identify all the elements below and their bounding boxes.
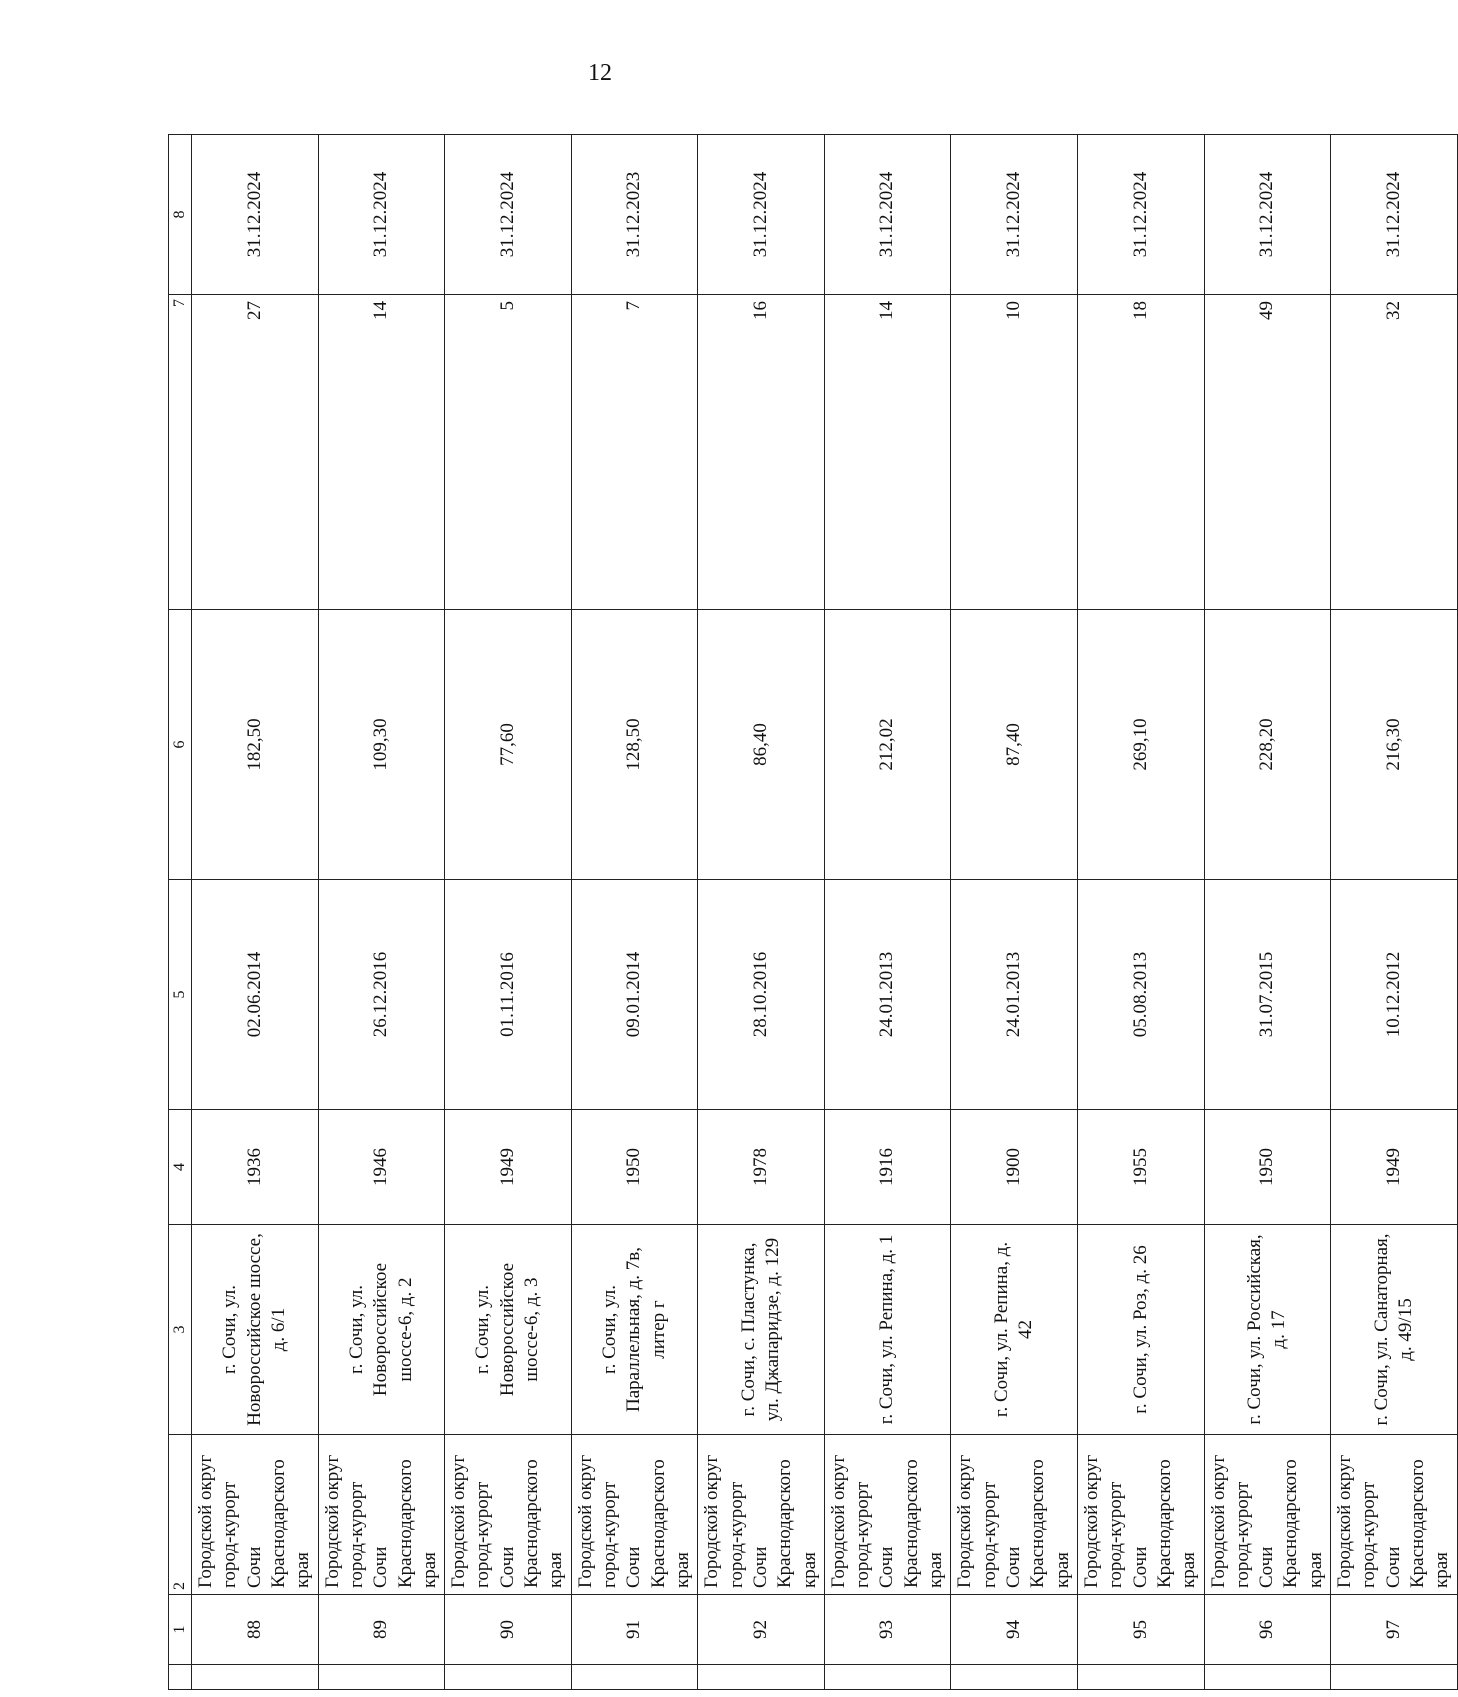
deadline-cell: 31.12.2024: [951, 135, 1078, 295]
area-cell: 109,30: [318, 610, 445, 880]
recognition-date-cell: 02.06.2014: [192, 880, 319, 1110]
construction-year-cell: 1946: [318, 1110, 445, 1225]
row-gutter-cell: [571, 1665, 698, 1690]
column-number: 5: [169, 880, 192, 1110]
column-number: 7: [169, 295, 192, 610]
address-cell: г. Сочи, ул. Новороссийское шоссе-6, д. 2: [318, 1225, 445, 1435]
housing-registry-table: [168, 134, 1458, 1690]
row-number-cell: 92: [698, 1595, 825, 1665]
column-number: 2: [169, 1435, 192, 1595]
residents-cell: 14: [318, 295, 445, 610]
row-number-cell: 97: [1331, 1595, 1458, 1665]
address-cell: г. Сочи, ул. Санаторная, д. 49/15: [1331, 1225, 1458, 1435]
row-number-cell: 95: [1077, 1595, 1204, 1665]
construction-year-cell: 1949: [1331, 1110, 1458, 1225]
row-gutter-cell: [698, 1665, 825, 1690]
residents-cell: 5: [445, 295, 572, 610]
column-number-row: [169, 135, 192, 1690]
recognition-date-cell: 24.01.2013: [951, 880, 1078, 1110]
column-number: 3: [169, 1225, 192, 1435]
construction-year-cell: 1916: [824, 1110, 951, 1225]
municipality-cell: Городской округ город-курорт Сочи Краснодарского края: [571, 1435, 698, 1595]
residents-cell: 32: [1331, 295, 1458, 610]
area-cell: 128,50: [571, 610, 698, 880]
deadline-cell: 31.12.2024: [824, 135, 951, 295]
recognition-date-cell: 05.08.2013: [1077, 880, 1204, 1110]
row-number-cell: 88: [192, 1595, 319, 1665]
address-cell: г. Сочи, ул. Новороссийское шоссе, д. 6/1: [192, 1225, 319, 1435]
area-cell: 86,40: [698, 610, 825, 880]
row-number-cell: 89: [318, 1595, 445, 1665]
deadline-cell: 31.12.2024: [1204, 135, 1331, 295]
construction-year-cell: 1900: [951, 1110, 1078, 1225]
table-row: [445, 135, 572, 1690]
row-number-cell: 94: [951, 1595, 1078, 1665]
recognition-date-cell: 09.01.2014: [571, 880, 698, 1110]
row-gutter-cell: [445, 1665, 572, 1690]
address-cell: г. Сочи, ул. Роз, д. 26: [1077, 1225, 1204, 1435]
deadline-cell: 31.12.2024: [318, 135, 445, 295]
recognition-date-cell: 24.01.2013: [824, 880, 951, 1110]
residents-cell: 7: [571, 295, 698, 610]
municipality-cell: Городской округ город-курорт Сочи Краснодарского края: [951, 1435, 1078, 1595]
table-row: [1077, 135, 1204, 1690]
deadline-cell: 31.12.2024: [1077, 135, 1204, 295]
residents-cell: 49: [1204, 295, 1331, 610]
municipality-cell: Городской округ город-курорт Сочи Краснодарского края: [1204, 1435, 1331, 1595]
residents-cell: 18: [1077, 295, 1204, 610]
column-number: 4: [169, 1110, 192, 1225]
residents-cell: 16: [698, 295, 825, 610]
recognition-date-cell: 26.12.2016: [318, 880, 445, 1110]
table-row: [1204, 135, 1331, 1690]
row-number-cell: 96: [1204, 1595, 1331, 1665]
recognition-date-cell: 28.10.2016: [698, 880, 825, 1110]
area-cell: 77,60: [445, 610, 572, 880]
address-cell: г. Сочи, ул. Параллельная, д. 7в, литер г: [571, 1225, 698, 1435]
row-number-cell: 93: [824, 1595, 951, 1665]
address-cell: г. Сочи, с. Пластунка, ул. Джапаридзе, д. 129: [698, 1225, 825, 1435]
construction-year-cell: 1950: [571, 1110, 698, 1225]
recognition-date-cell: 01.11.2016: [445, 880, 572, 1110]
column-number: 1: [169, 1595, 192, 1665]
area-cell: 212,02: [824, 610, 951, 880]
residents-cell: 27: [192, 295, 319, 610]
municipality-cell: Городской округ город-курорт Сочи Краснодарского края: [445, 1435, 572, 1595]
municipality-cell: Городской округ город-курорт Сочи Краснодарского края: [192, 1435, 319, 1595]
construction-year-cell: 1949: [445, 1110, 572, 1225]
municipality-cell: Городской округ город-курорт Сочи Краснодарского края: [824, 1435, 951, 1595]
municipality-cell: Городской округ город-курорт Сочи Краснодарского края: [318, 1435, 445, 1595]
row-gutter-cell: [824, 1665, 951, 1690]
column-number: 6: [169, 610, 192, 880]
row-gutter-cell: [192, 1665, 319, 1690]
construction-year-cell: 1955: [1077, 1110, 1204, 1225]
page-number: 12: [588, 60, 612, 86]
construction-year-cell: 1978: [698, 1110, 825, 1225]
row-gutter-cell: [318, 1665, 445, 1690]
area-cell: 228,20: [1204, 610, 1331, 880]
rotated-table-container: [168, 145, 1453, 1690]
deadline-cell: 31.12.2024: [698, 135, 825, 295]
construction-year-cell: 1936: [192, 1110, 319, 1225]
row-gutter-cell: [1077, 1665, 1204, 1690]
area-cell: 269,10: [1077, 610, 1204, 880]
deadline-cell: 31.12.2024: [1331, 135, 1458, 295]
deadline-cell: 31.12.2024: [445, 135, 572, 295]
table-row: [1331, 135, 1458, 1690]
residents-cell: 14: [824, 295, 951, 610]
row-gutter-cell: [1204, 1665, 1331, 1690]
table-row: [824, 135, 951, 1690]
row-gutter-cell: [1331, 1665, 1458, 1690]
construction-year-cell: 1950: [1204, 1110, 1331, 1225]
column-number: 8: [169, 135, 192, 295]
table-row: [951, 135, 1078, 1690]
recognition-date-cell: 31.07.2015: [1204, 880, 1331, 1110]
recognition-date-cell: 10.12.2012: [1331, 880, 1458, 1110]
row-gutter-cell: [951, 1665, 1078, 1690]
deadline-cell: 31.12.2024: [192, 135, 319, 295]
table-row: [318, 135, 445, 1690]
municipality-cell: Городской округ город-курорт Сочи Краснодарского края: [1331, 1435, 1458, 1595]
table-row: [571, 135, 698, 1690]
row-number-cell: 91: [571, 1595, 698, 1665]
deadline-cell: 31.12.2023: [571, 135, 698, 295]
address-cell: г. Сочи, ул. Репина, д. 42: [951, 1225, 1078, 1435]
row-number-cell: 90: [445, 1595, 572, 1665]
corner-cell: [169, 1665, 192, 1690]
address-cell: г. Сочи, ул. Репина, д. 1: [824, 1225, 951, 1435]
area-cell: 87,40: [951, 610, 1078, 880]
residents-cell: 10: [951, 295, 1078, 610]
area-cell: 216,30: [1331, 610, 1458, 880]
table-row: [698, 135, 825, 1690]
address-cell: г. Сочи, ул. Российская, д. 17: [1204, 1225, 1331, 1435]
area-cell: 182,50: [192, 610, 319, 880]
municipality-cell: Городской округ город-курорт Сочи Краснодарского края: [698, 1435, 825, 1595]
municipality-cell: Городской округ город-курорт Сочи Краснодарского края: [1077, 1435, 1204, 1595]
table-row: [192, 135, 319, 1690]
address-cell: г. Сочи, ул. Новороссийское шоссе-6, д. 3: [445, 1225, 572, 1435]
